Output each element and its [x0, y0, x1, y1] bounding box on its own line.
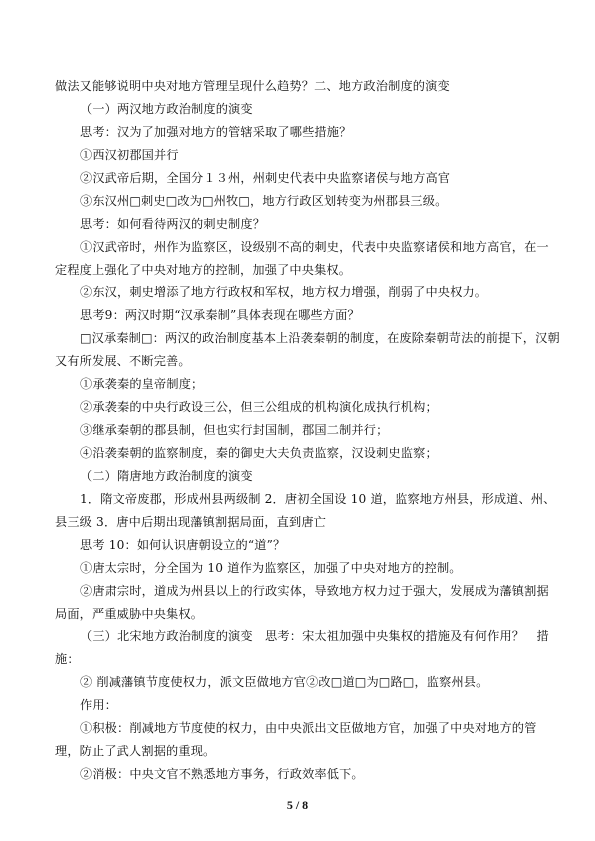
section-heading: （三）北宋地方政治制度的演变 思考：宋太祖加强中央集权的措施及有何作用？ 措 — [80, 629, 549, 644]
section-heading: （一）两汉地方政治制度的演变 — [80, 101, 253, 116]
text-line: □汉承秦制□：两汉的政治制度基本上沿袭秦朝的制度，在废除秦朝苛法的前提下，汉朝 — [80, 331, 560, 346]
list-item: ①汉武帝时，州作为监察区，设级别不高的刺史，代表中央监察诸侯和地方高官，在一 — [80, 239, 549, 254]
list-item: ②消极：中央文官不熟悉地方事务，行政效率低下。 — [80, 767, 364, 781]
list-item: ④沿袭秦朝的监察制度，秦的御史大夫负责监察，汉设刺史监察； — [80, 445, 438, 460]
text-line: 施： — [55, 652, 80, 667]
text-line: 理，防止了武人割据的重现。 — [55, 744, 216, 759]
text-line: 1．隋文帝废郡，形成州县两级制 2．唐初全国设 10 道，监察地方州县，形成道、州、 — [80, 491, 556, 506]
list-item: ② 削减藩镇节度使权力，派文臣做地方官②改□道□为□路□，监察州县。 — [80, 675, 489, 690]
list-item: ②唐肃宗时，道成为州县以上的行政实体，导致地方权力过于强大，发展成为藩镇割据 — [80, 583, 549, 598]
text-line: 局面，严重威胁中央集权。 — [55, 606, 204, 621]
list-item: ③继承秦朝的郡县制，但也实行封国制，郡国二制并行； — [80, 423, 389, 437]
text-line: 做法又能够说明中央对地方管理呈现什么趋势？二、地方政治制度的演变 — [55, 79, 450, 93]
question-line: 思考：如何看待两汉的刺史制度？ — [80, 216, 266, 231]
text-line: 定程度上强化了中央对地方的控制，加强了中央集权。 — [55, 262, 352, 277]
list-item: ①唐太宗时，分全国为 10 道作为监察区，加强了中央对地方的控制。 — [80, 560, 462, 575]
text-line: 作用： — [80, 698, 118, 713]
section-heading: （二）隋唐地方政治制度的演变 — [80, 468, 253, 483]
text-line: 县三级 3．唐中后期出现藩镇割据局面，直到唐亡 — [55, 514, 327, 529]
list-item: ①积极：削减地方节度使的权力，由中央派出文臣做地方官，加强了中央对地方的管 — [80, 721, 537, 736]
question-line: 思考9：两汉时期“汉承秦制”具体表现在哪些方面？ — [80, 308, 360, 323]
text-line: 又有所发展、不断完善。 — [55, 354, 191, 369]
question-line: 思考：汉为了加强对地方的管辖采取了哪些措施？ — [80, 124, 352, 139]
list-item: ①西汉初郡国并行 — [80, 147, 179, 162]
list-item: ②汉武帝后期，全国分１３州，州刺史代表中央监察诸侯与地方高官 — [80, 170, 451, 185]
list-item: ③东汉州□刺史□改为□州牧□，地方行政区划转变为州郡县三级。 — [80, 193, 448, 208]
list-item: ②东汉，刺史增添了地方行政权和军权，地方权力增强，削弱了中央权力。 — [80, 285, 488, 300]
list-item: ①承袭秦的皇帝制度； — [80, 377, 204, 392]
list-item: ②承袭秦的中央行政设三公，但三公组成的机构演化成执行机构； — [80, 400, 438, 415]
page-number: 5 / 8 — [286, 798, 309, 812]
question-line: 思考 10：如何认识唐朝设立的“道”？ — [80, 537, 286, 552]
